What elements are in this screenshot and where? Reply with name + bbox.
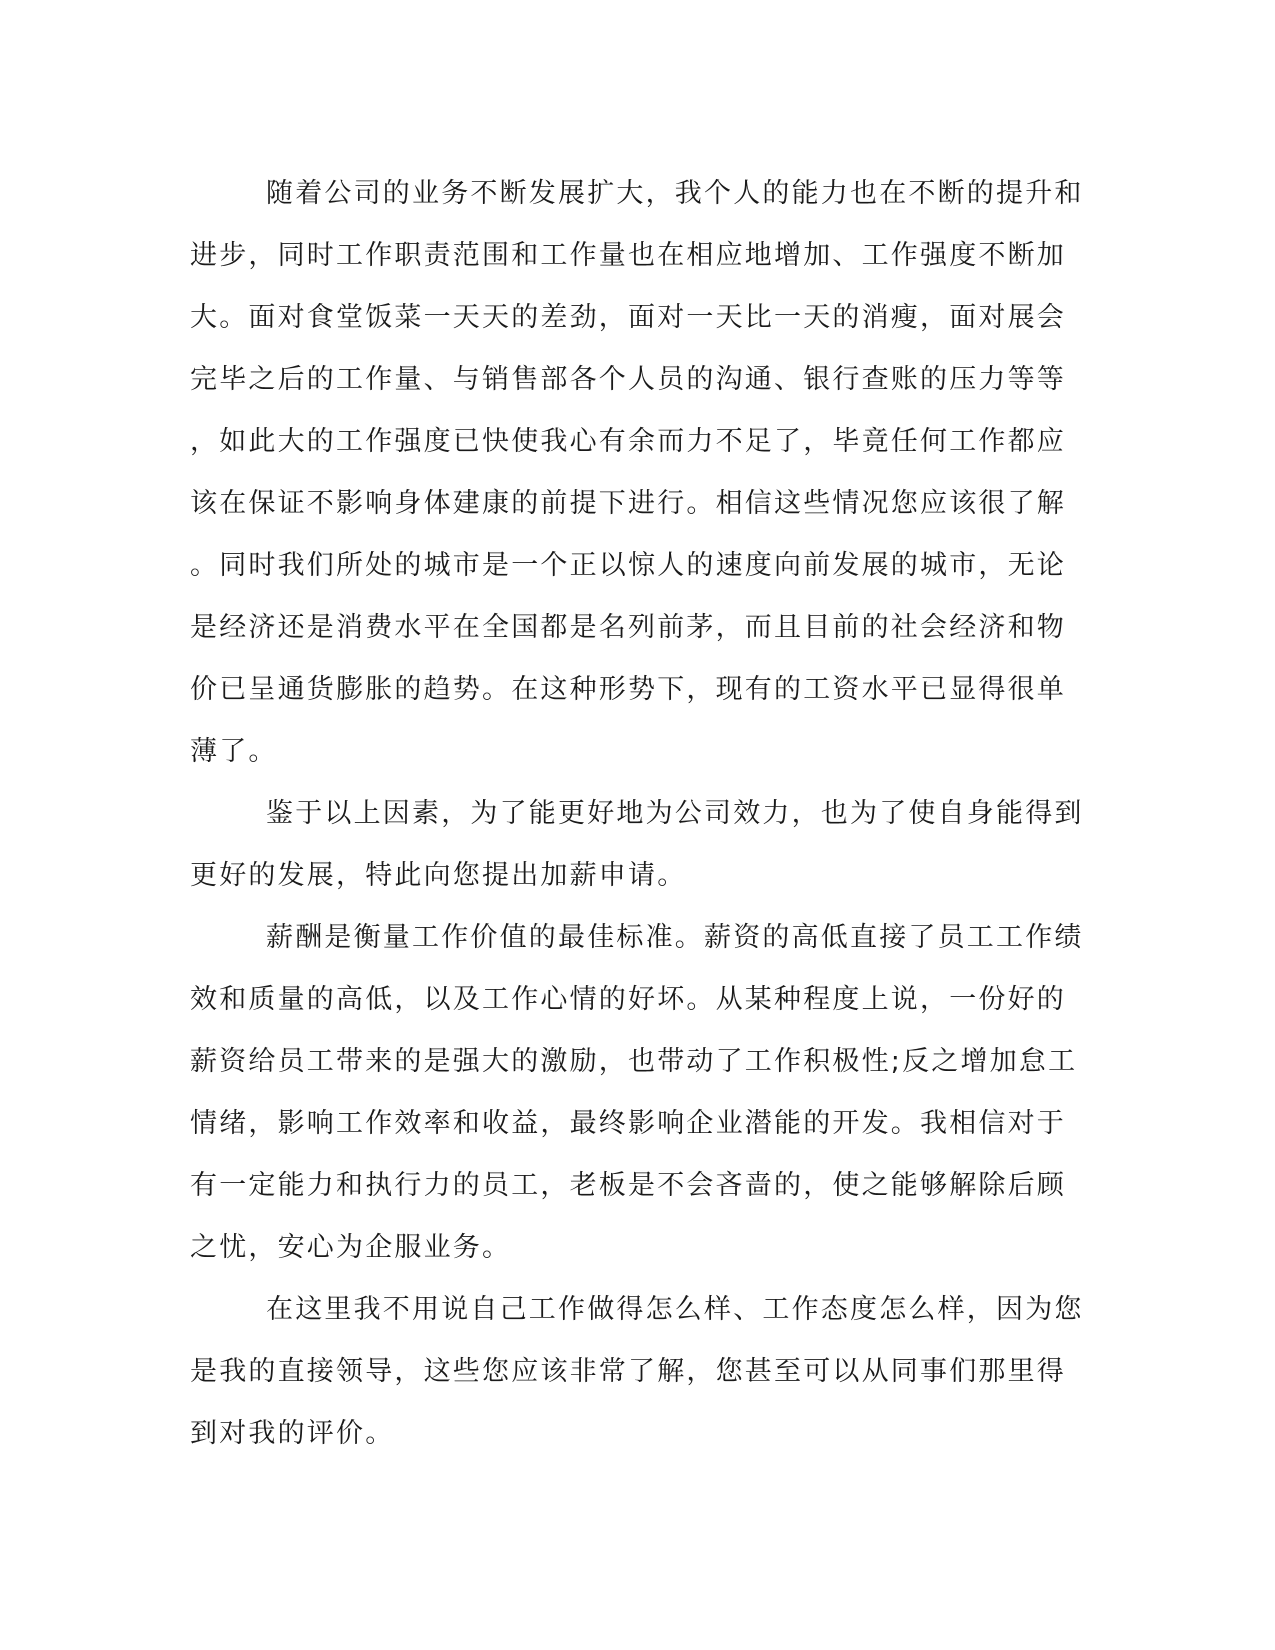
text-line: 该在保证不影响身体建康的前提下进行。相信这些情况您应该很了解 [190, 488, 1066, 519]
document-body [190, 163, 1084, 1465]
text-line: ，如此大的工作强度已快使我心有余而力不足了，毕竟任何工作都应 [190, 426, 1066, 457]
text-line: 价已呈通货膨胀的趋势。在这种形势下，现有的工资水平已显得很单 [190, 674, 1066, 705]
text-line: 进步，同时工作职责范围和工作量也在相应地增加、工作强度不断加 [190, 240, 1066, 271]
text-line: 更好的发展，特此向您提出加薪申请。 [190, 860, 687, 891]
text-line: 情绪，影响工作效率和收益，最终影响企业潜能的开发。我相信对于 [190, 1108, 1066, 1139]
text-line: 是经济还是消费水平在全国都是名列前茅，而且目前的社会经济和物 [190, 612, 1066, 643]
text-line: 鉴于以上因素，为了能更好地为公司效力，也为了使自身能得到 [266, 798, 1084, 829]
text-line: 随着公司的业务不断发展扩大，我个人的能力也在不断的提升和 [266, 178, 1084, 209]
text-line: 之忧，安心为企服业务。 [190, 1232, 512, 1263]
text-line: 是我的直接领导，这些您应该非常了解，您甚至可以从同事们那里得 [190, 1356, 1066, 1387]
text-line: 完毕之后的工作量、与销售部各个人员的沟通、银行查账的压力等等 [190, 364, 1066, 395]
paragraph-2 [190, 783, 1084, 907]
text-line: 。同时我们所处的城市是一个正以惊人的速度向前发展的城市，无论 [190, 550, 1066, 581]
text-line: 薪酬是衡量工作价值的最佳标准。薪资的高低直接了员工工作绩 [266, 922, 1084, 953]
text-line: 薄了。 [190, 736, 278, 767]
paragraph-1 [190, 163, 1084, 783]
text-line: 大。面对食堂饭菜一天天的差劲，面对一天比一天的消瘦，面对展会 [190, 302, 1066, 333]
paragraph-3 [190, 907, 1084, 1279]
text-line: 有一定能力和执行力的员工，老板是不会吝啬的，使之能够解除后顾 [190, 1170, 1066, 1201]
text-line: 到对我的评价。 [190, 1418, 395, 1449]
text-line: 效和质量的高低，以及工作心情的好坏。从某种程度上说，一份好的 [190, 984, 1066, 1015]
paragraph-4 [190, 1279, 1084, 1465]
text-line: 薪资给员工带来的是强大的激励，也带动了工作积极性;反之增加怠工 [190, 1046, 1078, 1077]
text-line: 在这里我不用说自己工作做得怎么样、工作态度怎么样，因为您 [266, 1294, 1084, 1325]
